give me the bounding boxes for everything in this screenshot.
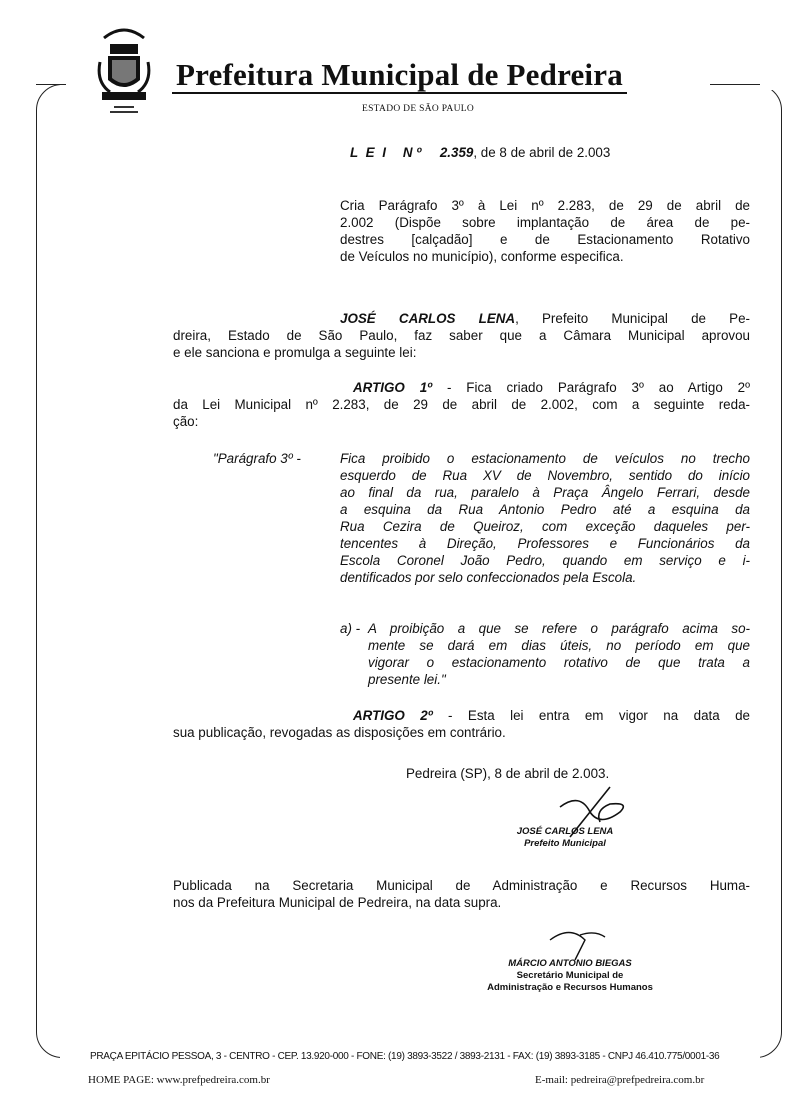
text-line: dentificados por selo confeccionados pela Escola.	[340, 570, 637, 585]
text-line: sua publicação, revogadas as disposições em contrário.	[173, 725, 506, 740]
law-heading: L E I N º 2.359, de 8 de abril de 2.003	[350, 145, 611, 160]
law-summary	[340, 197, 750, 265]
municipal-crest-logo	[96, 22, 152, 118]
article-1: ARTIGO 1º - Fica criado Parágrafo 3º ao Artigo 2º da Lei Municipal nº 2.283, de 29 de abril de 2.002, com a seguinte reda- ção:	[173, 380, 751, 429]
text-line: mente se dará em dias úteis, no período em que	[368, 638, 750, 653]
paragraph-3-label: "Parágrafo 3º -	[213, 451, 301, 466]
text-line: vigorar o estacionamento rotativo de que trata a	[368, 655, 750, 670]
article-2: ARTIGO 2º - Esta lei entra em vigor na data de sua publicação, revogadas as disposições em contrário.	[173, 708, 750, 740]
text-line: a esquina da Rua Antonio Pedro até a esquina da	[340, 502, 750, 517]
text-line: e ele sanciona e promulga a seguinte lei:	[173, 345, 417, 360]
text-line: ao final da rua, paralelo à Praça Ângelo Ferrari, desde	[340, 485, 750, 500]
text-line: Rua Cezira de Queiroz, com exceção daqueles per-	[340, 519, 750, 534]
text-line: destres [calçadão] e de Estacionamento Rotativo	[340, 232, 750, 247]
page-title: Prefeitura Municipal de Pedreira	[172, 58, 627, 94]
secretary-signature-block: MÁRCIO ANTONIO BIEGAS Secretário Municipal de Administração e Recursos Humanos	[487, 958, 653, 993]
text-line: de Veículos no município), conforme especifica.	[340, 249, 624, 264]
text-line: esquerdo de Rua XV de Novembro, sentido do início	[340, 468, 750, 483]
footer-address: PRAÇA EPITÁCIO PESSOA, 3 - CENTRO - CEP. 13.920-000 - FONE: (19) 3893-3522 / 3893-2131 - FAX: (19) 3893-3185 - CNPJ 46.410.775/0001-36	[86, 1051, 723, 1062]
text-line: Cria Parágrafo 3º à Lei nº 2.283, de 29 de abril de	[340, 198, 750, 213]
paragraph-3-text	[340, 450, 750, 586]
text-line: presente lei."	[368, 672, 446, 687]
text-line: ção:	[173, 414, 199, 429]
item-a-text	[368, 620, 750, 688]
text-line: A proibição a que se refere o parágrafo acima so-	[368, 621, 750, 636]
publication-note	[173, 877, 750, 911]
place-date: Pedreira (SP), 8 de abril de 2.003.	[406, 766, 610, 781]
preamble-paragraph: JOSÉ CARLOS LENA, Prefeito Municipal de Pe- dreira, Estado de São Paulo, faz saber que a Câmara Municipal aprovou e ele sanciona e promulga a seguinte lei:	[173, 311, 751, 360]
text-line: Fica proibido o estacionamento de veículos no trecho	[340, 451, 750, 466]
mayor-signature-block: JOSÉ CARLOS LENA Prefeito Municipal	[516, 826, 614, 849]
text-line: tencentes à Direção, Professores e Funcionários da	[340, 536, 750, 551]
text-line: da Lei Municipal nº 2.283, de 29 de abril de 2.002, com a seguinte reda-	[173, 397, 750, 412]
footer-homepage[interactable]: HOME PAGE: www.prefpedreira.com.br	[88, 1074, 270, 1086]
border-right-segment	[710, 84, 760, 85]
text-line: Publicada na Secretaria Municipal de Administração e Recursos Huma-	[173, 878, 750, 893]
item-a-label: a) -	[340, 621, 361, 636]
footer-email[interactable]: E-mail: pedreira@prefpedreira.com.br	[535, 1074, 705, 1086]
border-left-segment	[36, 84, 66, 85]
text-line: dreira, Estado de São Paulo, faz saber que a Câmara Municipal aprovou	[173, 328, 750, 343]
text-line: 2.002 (Dispõe sobre implantação de área de pe-	[340, 215, 750, 230]
state-subtitle: ESTADO DE SÃO PAULO	[362, 104, 474, 114]
text-line: Escola Coronel João Pedro, quando em serviço e i-	[340, 553, 750, 568]
text-line: nos da Prefeitura Municipal de Pedreira, na data supra.	[173, 895, 502, 910]
